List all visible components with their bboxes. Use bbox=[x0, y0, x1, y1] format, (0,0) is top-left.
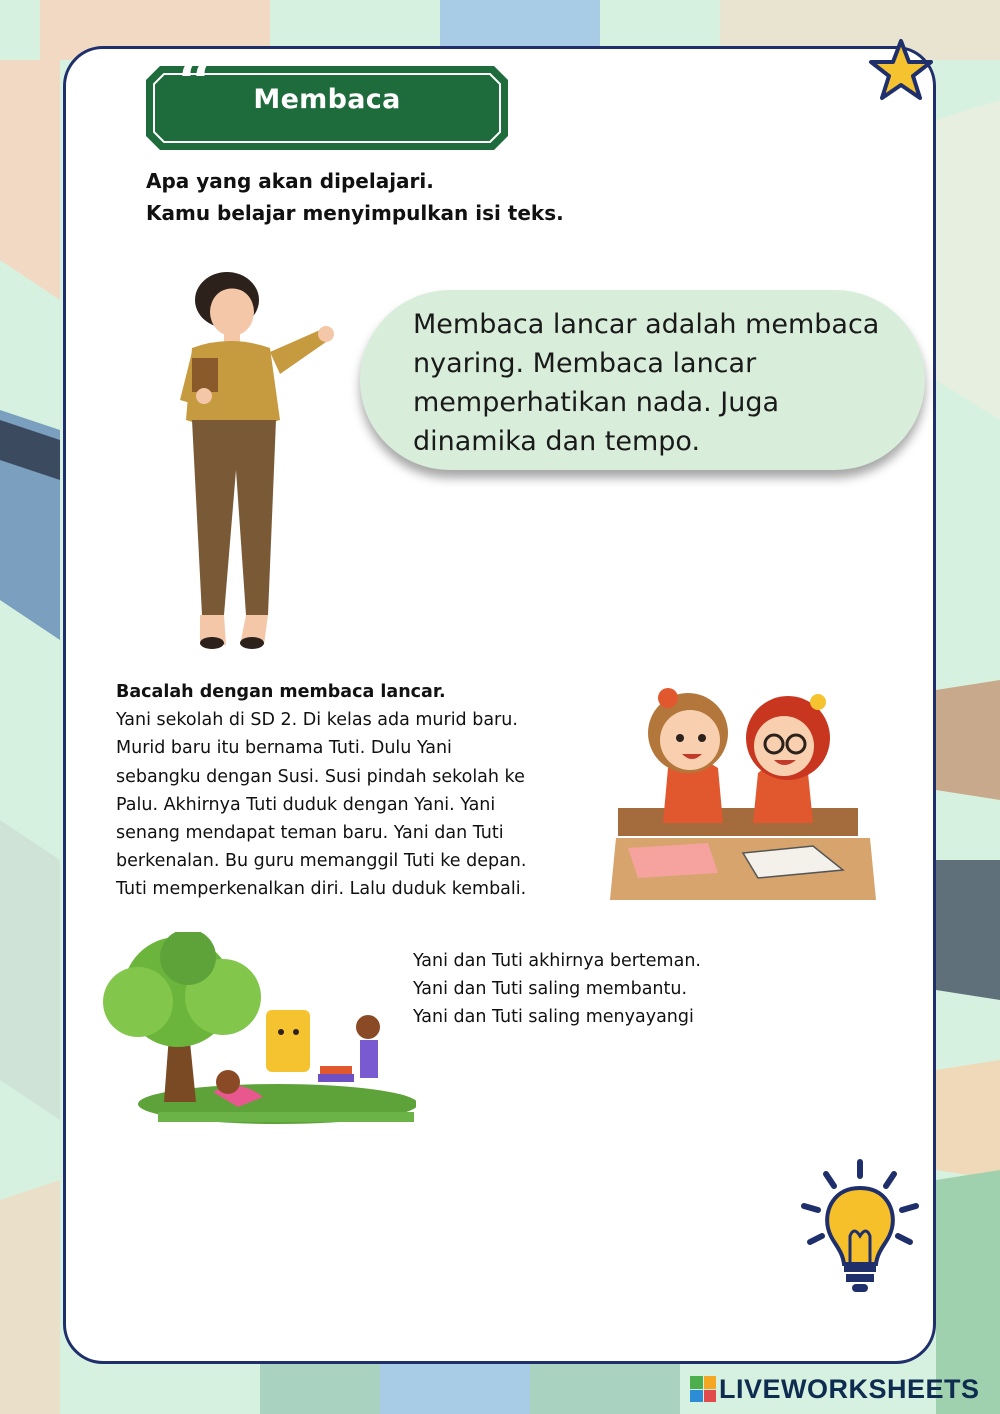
objective-line-1: Apa yang akan dipelajari. bbox=[146, 169, 434, 193]
reading-line: Palu. Akhirnya Tuti duduk dengan Yani. Yani bbox=[116, 794, 496, 815]
closing-line: Yani dan Tuti akhirnya berteman. bbox=[413, 951, 701, 971]
reading-line: Yani sekolah di SD 2. Di kelas ada murid baru. bbox=[116, 710, 518, 731]
bubble-line-3: memperhatikan nada. Juga bbox=[413, 387, 780, 418]
reading-passage bbox=[116, 678, 586, 904]
tree-reading-illustration bbox=[98, 932, 416, 1124]
students-illustration bbox=[608, 678, 876, 900]
lightbulb-icon bbox=[798, 1156, 922, 1296]
quote-icon: “ bbox=[178, 46, 214, 119]
reading-line: sebangku dengan Susi. Susi pindah sekolah ke bbox=[116, 766, 525, 787]
liveworksheets-logo-icon bbox=[690, 1376, 716, 1402]
learning-objective bbox=[146, 165, 564, 229]
closing-line: Yani dan Tuti saling membantu. bbox=[413, 979, 688, 999]
closing-line: Yani dan Tuti saling menyayangi bbox=[413, 1007, 694, 1027]
page-title: Membaca bbox=[253, 84, 401, 115]
reading-line: Murid baru itu bernama Tuti. Dulu Yani bbox=[116, 738, 452, 759]
objective-line-2: Kamu belajar menyimpulkan isi teks. bbox=[146, 201, 564, 225]
speech-bubble bbox=[360, 290, 925, 470]
bubble-line-4: dinamika dan tempo. bbox=[413, 426, 701, 457]
reading-line: berkenalan. Bu guru memanggil Tuti ke depan. bbox=[116, 851, 527, 872]
reading-line: Tuti memperkenalkan diri. Lalu duduk kembali. bbox=[116, 879, 527, 900]
bubble-line-1: Membaca lancar adalah membaca bbox=[413, 309, 880, 340]
star-icon bbox=[868, 38, 934, 102]
reading-line: senang mendapat teman baru. Yani dan Tuti bbox=[116, 823, 504, 844]
bubble-line-2: nyaring. Membaca lancar bbox=[413, 348, 757, 379]
liveworksheets-watermark bbox=[690, 1372, 980, 1406]
watermark-text: LIVEWORKSHEETS bbox=[719, 1373, 980, 1404]
reading-heading: Bacalah dengan membaca lancar. bbox=[116, 682, 446, 702]
teacher-illustration bbox=[170, 270, 350, 655]
closing-sentences bbox=[413, 947, 701, 1031]
